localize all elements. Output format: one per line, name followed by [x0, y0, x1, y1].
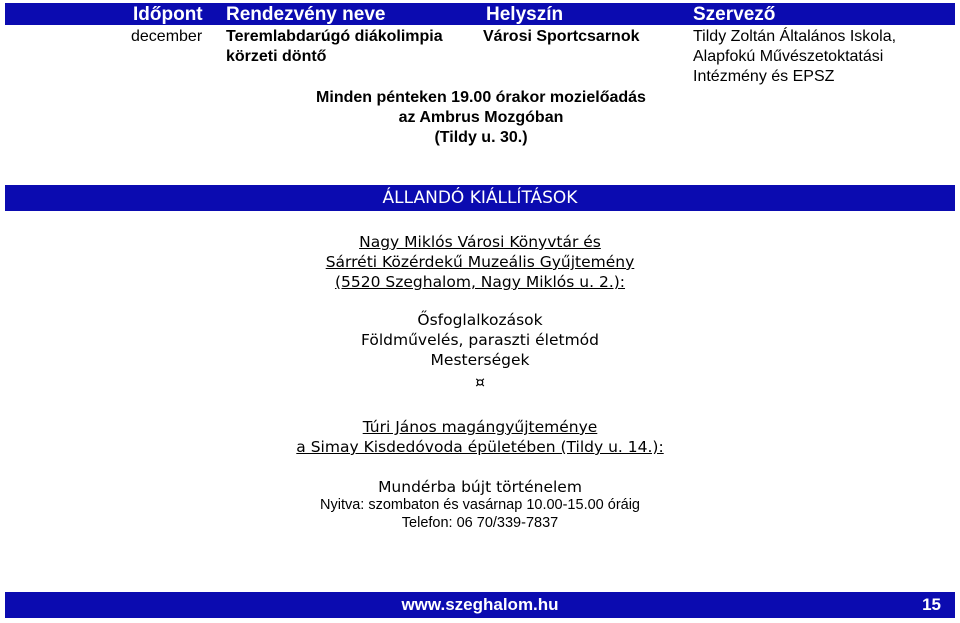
cinema-note-line2: az Ambrus Mozgóban [398, 109, 564, 126]
opening-hours: Nyitva: szombaton és vasárnap 10.00-15.00 óráig [320, 497, 640, 513]
cinema-note-line1: Minden pénteken 19.00 órakor mozielőadás [316, 89, 646, 106]
website-link[interactable]: www.szeghalom.hu [401, 595, 559, 614]
event-organizer-line2: Alapfokú Művészetoktatási [693, 48, 884, 65]
header-place: Helyszín [486, 4, 564, 25]
venue1-line2: Sárréti Közérdekű Muzeális Gyűjtemény [325, 253, 635, 271]
separator-glyph: ¤ [475, 373, 485, 391]
event-time: december [131, 28, 203, 45]
venue1-line3: (5520 Szeghalom, Nagy Miklós u. 2.): [334, 273, 626, 291]
footer-bar [5, 592, 955, 618]
header-organizer: Szervező [693, 4, 776, 25]
event-place: Városi Sportcsarnok [483, 28, 640, 45]
cinema-note-line3: (Tildy u. 30.) [434, 129, 528, 146]
page-number: 15 [922, 595, 941, 614]
exhibitions-banner: ÁLLANDÓ KIÁLLÍTÁSOK [5, 185, 955, 211]
event-organizer-line3: Intézmény és EPSZ [693, 68, 835, 85]
exhibit-item: Földművelés, paraszti életmód [360, 331, 599, 349]
venue2-line1: Túri János magángyűjteménye [362, 418, 598, 436]
header-time: Időpont [133, 4, 203, 25]
event-name-line2: körzeti döntő [226, 48, 327, 65]
header-event-name: Rendezvény neve [226, 4, 386, 25]
table-header [5, 3, 955, 25]
venue2-line2: a Simay Kisdedóvoda épületében (Tildy u. 14.): [296, 438, 664, 456]
exhibit-item: Mundérba bújt történelem [378, 478, 582, 496]
venue1-line1: Nagy Miklós Városi Könyvtár és [359, 233, 601, 251]
event-organizer-line1: Tildy Zoltán Általános Iskola, [693, 28, 897, 45]
phone-number: Telefon: 06 70/339-7837 [401, 515, 559, 531]
event-name-line1: Teremlabdarúgó diákolimpia [226, 28, 443, 45]
exhibit-item: Ősfoglalkozások [417, 311, 543, 329]
exhibit-item: Mesterségek [430, 351, 530, 369]
